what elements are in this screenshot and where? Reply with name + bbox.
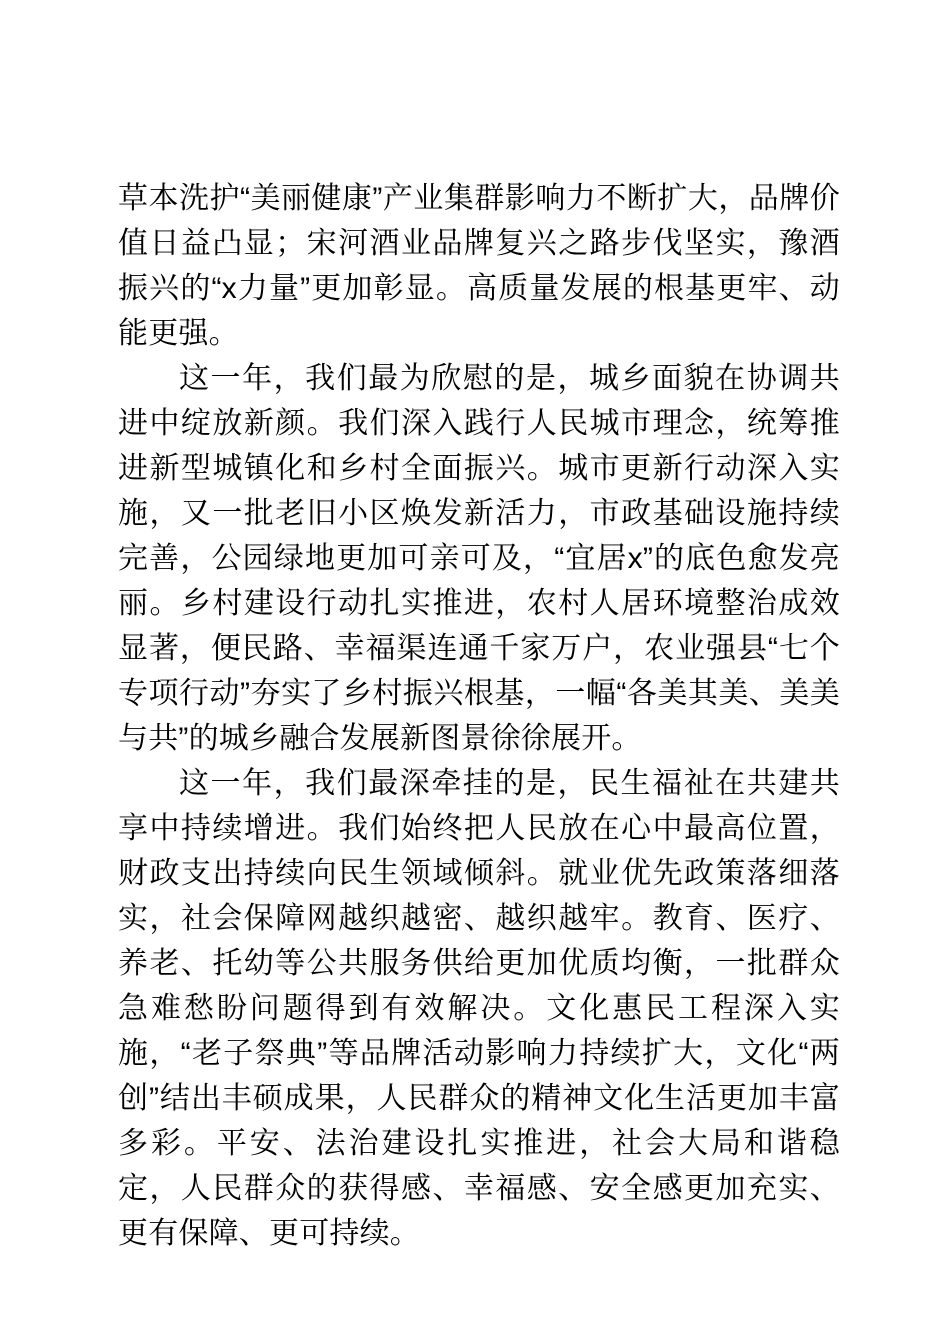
paragraph-3: 这一年，我们最深牵挂的是，民生福祉在共建共享中持续增进。我们始终把人民放在心中最高位置，财政支出持续向民生领域倾斜。就业优先政策落细落实，社会保障网越织越密、越织越牢。教育、医疗、养老、托幼等公共服务供给更加优质均衡，一批群众急难愁盼问题得到有效解决。文化惠民工程深入实施，“老子祭典”等品牌活动影响力持续扩大，文化“两创”结出丰硕成果，人民群众的精神文化生活更加丰富多彩。平安、法治建设扎实推进，社会大局和谐稳定，人民群众的获得感、幸福感、安全感更加充实、更有保障、更可持续。 xyxy=(118,767,840,1250)
paragraph-1: 草本洗护“美丽健康”产业集群影响力不断扩大，品牌价值日益凸显；宋河酒业品牌复兴之路步伐坚实，豫酒振兴的“x力量”更加彰显。高质量发展的根基更牢、动能更强。 xyxy=(118,182,840,350)
document-body xyxy=(118,176,840,1256)
paragraph-2: 这一年，我们最为欣慰的是，城乡面貌在协调共进中绽放新颜。我们深入践行人民城市理念，统筹推进新型城镇化和乡村全面振兴。城市更新行动深入实施，又一批老旧小区焕发新活力，市政基础设施持续完善，公园绿地更加可亲可及，“宜居x”的底色愈发亮丽。乡村建设行动扎实推进，农村人居环境整治成效显著，便民路、幸福渠连通千家万户，农业强县“七个专项行动”夯实了乡村振兴根基，一幅“各美其美、美美与共”的城乡融合发展新图景徐徐展开。 xyxy=(118,362,840,755)
